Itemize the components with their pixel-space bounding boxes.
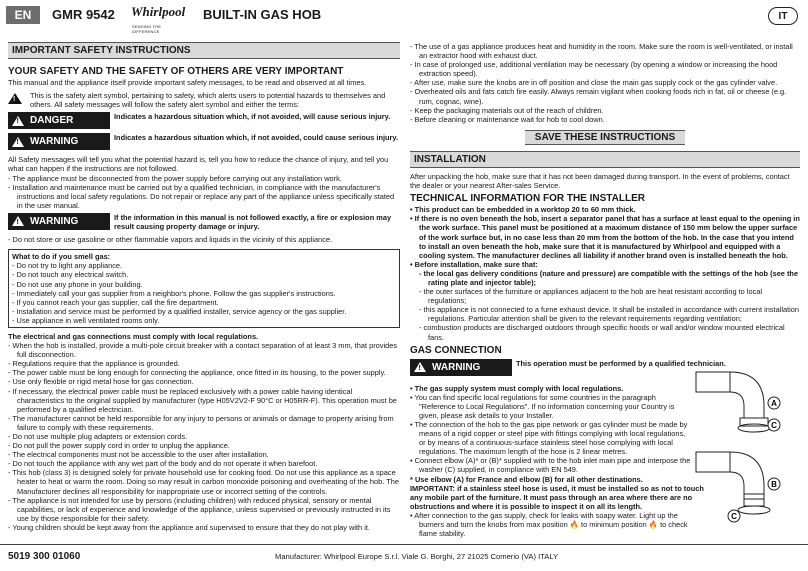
list-item: - In case of prolonged use, additional ventilation may be necessary (by opening a window or increasing the hood extraction speed). [410, 60, 778, 79]
list-item: - Do not touch any electrical switch. [12, 270, 129, 280]
warning-signal: ! WARNING [8, 213, 110, 230]
list-item: • Before installation, make sure that: [410, 259, 538, 269]
electrical-title: The electrical and gas connections must comply with local regulations. [8, 331, 259, 341]
elbow-a [730, 372, 764, 418]
messages-intro: All Safety messages will tell you what the potential hazard is, tell you how to reduce the chance of injury, and tell you what can happen if the instructions are not followed. [8, 155, 389, 174]
danger-text: Indicates a hazardous situation which, if not avoided, will cause serious injury. [114, 112, 391, 122]
warning2-row [8, 213, 400, 231]
alert-triangle-icon [12, 116, 24, 126]
list-item: • After connection to the gas supply, check for leaks with soapy water. Light up the burners and turn the knobs from max position 🔥 to minimum position 🔥 to check flame stability. [410, 510, 688, 539]
left-column [8, 42, 400, 532]
alert-triangle-icon [414, 362, 426, 372]
alert-symbol-row [8, 91, 400, 109]
label-c: C [771, 421, 777, 430]
list-item: - Before cleaning or maintenance wait for hob to cool down. [410, 114, 605, 124]
list-item: - Installation and service must be performed by a qualified installer, service agency or the gas supplier. [12, 306, 347, 316]
smell-title: What to do if you smell gas: [12, 252, 111, 262]
list-item: - When the hob is installed, provide a multi-pole circuit breaker with a contact separation of at least 3 mm, that provides full disconnection. [8, 341, 398, 360]
list-item: - the local gas delivery conditions (nature and pressure) are compatible with the settings of the hob (see the rating plate and injector table); [419, 268, 799, 287]
list-item: - If necessary, the electrical power cable must be replaced exclusively with a power cable having identical characteristics to the original supplied by manufacturer (type H05V2V2-F 90°C or H05RR-F). This operation must be performed by a qualified electrician. [8, 386, 397, 414]
alert-triangle-icon [8, 93, 22, 104]
washer-c-lower [738, 506, 770, 514]
manufacturer-line: Manufacturer: Whirlpool Europe S.r.l. Viale G. Borghi, 27 21025 Comerio (VA) ITALY [275, 552, 559, 561]
gas-connection-diagram [694, 366, 800, 524]
danger-signal: ! DANGER [8, 112, 110, 129]
list-item: • Connect elbow (A)* or (B)* supplied with to the hob inlet main pipe and interpose the washer (C) supplied, in compliance with EN 549. [410, 456, 691, 475]
list-item: - Do not use multiple plug adapters or extension cords. [8, 432, 188, 441]
list-item: - Immediately call your gas supplier from a neighbor's phone. Follow the gas supplier's instructions. [12, 288, 336, 298]
list-item: - Installation and maintenance must be carried out by a qualified technician, in compliance with the manufacturer's instructions and local safety regulations. Do not repair or replace any part of the appliance unless specifically stated in the user manual. [8, 182, 395, 210]
list-item: - Do not touch the appliance with any wet part of the body and do not operate it when barefoot. [8, 459, 318, 469]
important-note: IMPORTANT: if a stainless steel hose is used, it must be installed so as not to touch any mobile part of the furniture. It must pass through an area where there are no obstructions and where it is possible to inspect it on all its length. [410, 483, 704, 511]
list-item: - The power cable must be long enough for connecting the appliance, once fitted in its housing, to the power supply. [8, 368, 386, 378]
list-item: - After use, make sure the knobs are in off position and close the main gas supply cock or the gas cylinder valve. [410, 78, 778, 88]
list-item: - Keep the packaging materials out of the reach of children. [410, 105, 604, 115]
brand-logo [129, 4, 187, 34]
page-header [0, 0, 808, 34]
intro-text: This manual and the appliance itself provide important safety messages, to be read and observed at all times. [8, 78, 367, 88]
list-item: • You can find specific local regulations for some countries in the paragraph "Reference to Local Regulations". If no information concerning your Country is given, please ask details to your Installer. [410, 392, 675, 420]
list-item: - combustion products are discharged outdoors through specific hoods or wall and/or window mounted electrical fans. [419, 323, 785, 342]
elbow-b [730, 452, 764, 506]
list-item: - Do not store or use gasoline or other flammable vapors and liquids in the vicinity of this appliance. [8, 235, 333, 245]
list-item: - Do not use any phone in your building. [12, 279, 143, 289]
language-badge: EN [6, 6, 40, 24]
flame-min-icon: 🔥 [648, 520, 659, 530]
list-item: - The appliance must be disconnected from the power supply before carrying out any installation work. [8, 173, 342, 183]
list-item: - this appliance is not connected to a fume exhaust device. It shall be installed in accordance with current installation regulations. Particular attention shall be given to the relevant requirements regarding ventilation; [419, 305, 800, 324]
warning-signal: ! WARNING [8, 133, 110, 150]
list-item: - the outer surfaces of the furniture or appliances adjacent to the hob are heat resistant according to local regulations; [419, 287, 763, 306]
list-item: - The use of a gas appliance produces heat and humidity in the room. Make sure the room is well-ventilated, or install an extractor hood with exhaust duct. [410, 42, 793, 61]
warning-text: Indicates a hazardous situation which, if not avoided, could cause serious injury. [114, 133, 399, 143]
list-item: - Use appliance in well ventilated rooms only. [12, 315, 160, 325]
label-a: A [771, 399, 777, 408]
inlet-pipe-b [696, 452, 730, 472]
list-item: - Young children should be kept away from the appliance and supervised to ensure that they do not play with it. [8, 522, 370, 532]
list-item: - Do not try to light any appliance. [12, 261, 123, 271]
list-item: - The electrical components must not be accessible to the user after installation. [8, 450, 269, 460]
brand-tagline: SENSING THE DIFFERENCE [132, 24, 162, 34]
list-item: - Do not pull the power supply cord in order to unplug the appliance. [8, 441, 230, 451]
warning-row [8, 133, 400, 150]
flame-max-icon: 🔥 [569, 520, 579, 530]
document-code: 5019 300 01060 [8, 551, 81, 562]
list-item: - This hob (class 3) is designed solely for private household use for cooking food. Do not use this appliance as a space heater to heat or warm the room. Doing so may result in carbon monoxide poisoning and overheating of the hob. The Manufacturer declines all responsibility for inappropriate use or incorrect setting of the controls. [8, 468, 399, 496]
warning-signal: ! WARNING [410, 359, 512, 376]
installation-text: After unpacking the hob, make sure that it has not been damaged during transport. In the event of problems, contact the dealer or your nearest After-sales Service. [410, 172, 790, 191]
star-note: * Use elbow (A) for France and elbow (B) for all other destinations. [410, 474, 643, 484]
safety-bar: IMPORTANT SAFETY INSTRUCTIONS [8, 42, 400, 59]
alert-triangle-icon [12, 216, 24, 226]
list-item: - Overheated oils and fats catch fire easily. Always remain vigilant when cooking foods rich in fat, oil or cheese (e.g. rum, cognac, wine). [410, 87, 787, 106]
technical-heading: TECHNICAL INFORMATION FOR THE INSTALLER [410, 193, 645, 205]
alert-triangle-icon [12, 137, 24, 147]
warning2-text: If the information in this manual is not followed exactly, a fire or explosion may result causing property damage or injury. [114, 212, 392, 232]
list-item: - Use only flexible or rigid metal hose for gas connection. [8, 377, 194, 387]
model-number: GMR 9542 [52, 7, 115, 22]
list-item: - Regulations require that the appliance is grounded. [8, 359, 180, 369]
inlet-pipe [696, 372, 730, 392]
safety-heading: YOUR SAFETY AND THE SAFETY OF OTHERS ARE VERY IMPORTANT [8, 66, 344, 78]
list-item: • The gas supply system must comply with local regulations. [410, 383, 624, 393]
country-badge: IT [768, 7, 798, 25]
list-item: • If there is no oven beneath the hob, insert a separator panel that has a surface at least equal to the opening in the work surface. This panel must be positioned at a maximum distance of 150 mm below the upper surface of the work surface but, in no case less than 20 mm from the bottom of the hob. In the case that you intend to install an oven beneath the hob, make sure that it is manufactured by Whirlpool and equipped with a cooling system. The manufacturer declines all liability if another brand oven is installed beneath the hob. [410, 214, 800, 260]
installation-bar: INSTALLATION [410, 151, 800, 168]
save-instructions-bar: SAVE THESE INSTRUCTIONS [525, 130, 685, 145]
list-item: • The connection of the hob to the gas pipe network or gas cylinder must be made by means of a rigid copper or steel pipe with fittings complying with local regulations, or by means of a continuous-surface stainless steel hose complying with local regulations. The maximum length of the hose is 2 linear metres. [410, 420, 688, 457]
gas-list [410, 384, 692, 484]
smell-gas-box [8, 249, 400, 328]
gas-connection-heading: GAS CONNECTION [410, 344, 502, 356]
list-item: • This product can be embedded in a worktop 20 to 60 mm thick. [410, 205, 636, 215]
document-title: BUILT-IN GAS HOB [203, 7, 322, 22]
symbol-text: This is the safety alert symbol, pertaining to safety, which alerts users to potential hazards to themselves and others. All safety messages will follow the safety alert symbol and either the terms: [30, 91, 386, 110]
list-item: - The manufacturer cannot be held responsible for any injury to persons or animals or damage to property arising from failure to comply with these requirements. [8, 413, 394, 432]
danger-row [8, 112, 400, 129]
label-b: B [771, 480, 777, 489]
label-c2: C [731, 512, 737, 521]
gas-warning-text: This operation must be performed by a qualified technician. [516, 358, 726, 368]
page-footer [0, 544, 808, 571]
brand-name: Whirlpool [131, 4, 186, 19]
washer-c-upper [738, 424, 770, 432]
list-item: - If you cannot reach your gas supplier, call the fire department. [12, 297, 219, 307]
list-item: - The appliance is not intended for use by persons (including children) with reduced physical, sensory or mental capabilities, or lack of experience and knowledge of the appliance, unless supervised or previously instructed in its use by those responsible for their safety. [8, 495, 391, 523]
